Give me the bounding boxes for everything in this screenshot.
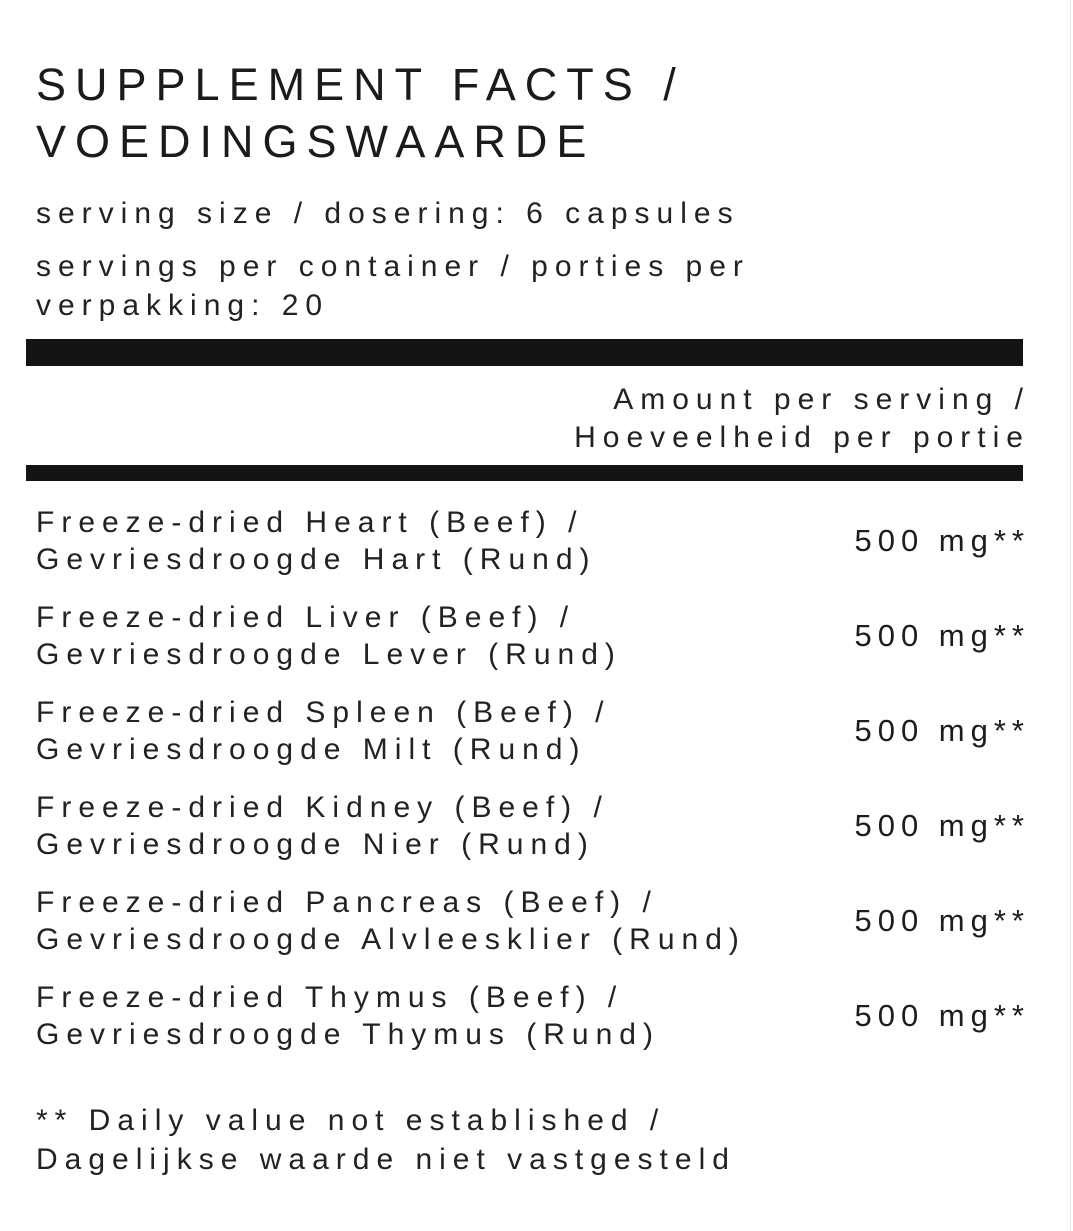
ingredient-name-nl: Gevriesdroogde Hart (Rund) <box>36 543 597 576</box>
amount-per-serving-header <box>36 381 1030 457</box>
ingredient-table <box>36 504 1030 1053</box>
amount-header-line-en: Amount per serving / <box>613 383 1030 416</box>
divider-bar-thin <box>26 465 1023 481</box>
divider-bar-thick <box>26 339 1023 366</box>
ingredient-name-nl: Gevriesdroogde Lever (Rund) <box>36 638 622 671</box>
right-edge-line <box>1070 0 1071 1231</box>
table-row <box>36 599 1030 673</box>
ingredient-name <box>36 694 826 768</box>
page-title <box>36 56 1030 170</box>
ingredient-amount: 500 mg** <box>854 523 1030 558</box>
ingredient-name-en: Freeze-dried Spleen (Beef) / <box>36 696 611 729</box>
ingredient-amount: 500 mg** <box>854 903 1030 938</box>
title-line-en: SUPPLEMENT FACTS / <box>36 59 685 110</box>
ingredient-name <box>36 599 826 673</box>
ingredient-name <box>36 979 826 1053</box>
daily-value-footnote <box>36 1101 1030 1179</box>
ingredient-name-en: Freeze-dried Kidney (Beef) / <box>36 791 609 824</box>
servings-per-container-line: servings per container / porties per verpakking: 20 <box>36 250 750 322</box>
ingredient-name <box>36 884 826 958</box>
ingredient-amount: 500 mg** <box>854 618 1030 653</box>
table-row <box>36 979 1030 1053</box>
footnote-line-nl: Dagelijkse waarde niet vastgesteld <box>36 1143 736 1176</box>
ingredient-name-en: Freeze-dried Thymus (Beef) / <box>36 981 624 1014</box>
table-row <box>36 504 1030 578</box>
ingredient-amount: 500 mg** <box>854 998 1030 1033</box>
serving-size-line: serving size / dosering: 6 capsules <box>36 197 740 230</box>
ingredient-name-nl: Gevriesdroogde Alvleesklier (Rund) <box>36 923 746 956</box>
ingredient-name-en: Freeze-dried Heart (Beef) / <box>36 506 584 539</box>
ingredient-name-en: Freeze-dried Liver (Beef) / <box>36 601 576 634</box>
ingredient-name <box>36 789 826 863</box>
ingredient-name <box>36 504 826 578</box>
ingredient-name-en: Freeze-dried Pancreas (Beef) / <box>36 886 658 919</box>
table-row <box>36 884 1030 958</box>
table-row <box>36 694 1030 768</box>
title-line-nl: VOEDINGSWAARDE <box>36 116 596 167</box>
table-row <box>36 789 1030 863</box>
ingredient-amount: 500 mg** <box>854 808 1030 843</box>
ingredient-amount: 500 mg** <box>854 713 1030 748</box>
ingredient-name-nl: Gevriesdroogde Thymus (Rund) <box>36 1018 660 1051</box>
ingredient-name-nl: Gevriesdroogde Milt (Rund) <box>36 733 587 766</box>
amount-header-line-nl: Hoeveelheid per portie <box>574 421 1030 454</box>
ingredient-name-nl: Gevriesdroogde Nier (Rund) <box>36 828 595 861</box>
footnote-line-en: ** Daily value not established / <box>36 1104 666 1137</box>
